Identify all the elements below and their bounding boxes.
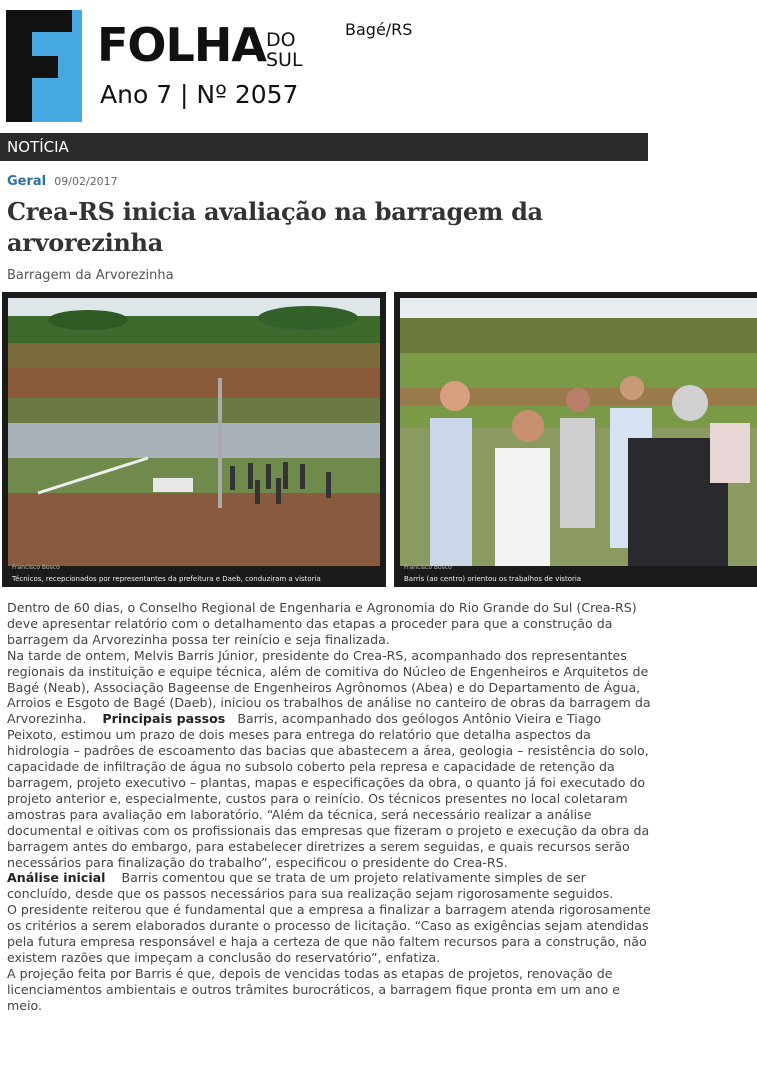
paragraph-5: A projeção feita por Barris é que, depois de vencidas todas as etapas de projetos, renovação de licenciamentos ambientais e outros trâmites burocráticos, a barragem fique pronta em um ano e meio.	[7, 965, 620, 1013]
article-photo-1[interactable]	[2, 292, 386, 587]
category-link[interactable]: Geral	[7, 174, 47, 189]
brand-suffix	[266, 30, 303, 70]
subheading-analise-inicial: Análise inicial	[7, 870, 106, 886]
article-meta	[7, 174, 118, 189]
paragraph-3-text: Barris comentou que se trata de um projeto relativamente simples de ser concluído, desde que os passos necessários para sua realização sejam rigorosamente seguidos.	[7, 870, 614, 902]
paragraph-3	[7, 870, 652, 902]
photo-caption-2: Barris (ao centro) orientou os trabalhos de vistoria	[404, 575, 582, 583]
photo-credit-2: Francisco Bosco	[404, 564, 452, 571]
article-date: 09/02/2017	[54, 175, 118, 188]
inspection-group-photo	[400, 298, 757, 566]
paragraph-2	[7, 648, 652, 871]
folha-logo[interactable]	[6, 10, 81, 122]
paragraph-1: Dentro de 60 dias, o Conselho Regional de Engenharia e Agronomia do Rio Grande do Sul (Crea-RS) deve apresentar relatório com o detalhamento das etapas a proceder para que a construção da barragem da Arvorezinha possa ter reinício e seja finalizada.	[7, 600, 637, 647]
brand-name: FOLHA	[97, 18, 266, 72]
article-body	[7, 600, 652, 1014]
photo-caption-1: Técnicos, recepcionados por representantes da prefeitura e Daeb, conduziram a vistoria	[12, 575, 321, 583]
dam-landscape-photo	[8, 298, 380, 566]
brand-sul: SUL	[266, 49, 303, 71]
logo-f-middle	[6, 56, 58, 78]
article-headline: Crea-RS inicia avaliação na barragem da arvorezinha	[7, 197, 543, 257]
section-label: NOTÍCIA	[7, 138, 69, 156]
article-photo-2[interactable]	[394, 292, 757, 587]
brand-do: DO	[266, 29, 296, 51]
location-label: Bagé/RS	[345, 20, 413, 39]
article-subtitle: Barragem da Arvorezinha	[7, 268, 174, 283]
paragraph-4: O presidente reiterou que é fundamental que a empresa a finalizar a barragem atenda rigorosamente os critérios a serem elaborados durante o processo de licitação. “Caso as exigências sejam atendidas pela futura empresa responsável e haja a certeza de que não faltem recursos para a construção, não existem razões que impeçam a conclusão do reservatório”, enfatiza.	[7, 902, 651, 965]
photo-credit-1: Francisco Bosco	[12, 564, 60, 571]
paragraph-2-text: Na tarde de ontem, Melvis Barris Júnior, presidente do Crea-RS, acompanhado dos representantes regionais da instituição e equipe técnica, além de comitiva do Núcleo de Engenheiros e Arquitetos de Bagé (Neab), Associação Bageense de Engenheiros Agrônomos (Abea) e do Departamento de Água, Arroios e Esgoto de Bagé (Daeb), iniciou os trabalhos de análise no canteiro de obras da barragem da Arvorezinha.	[7, 647, 651, 727]
paragraph-2-continuation: Barris, acompanhado dos geólogos Antônio Vieira e Tiago Peixoto, estimou um prazo de dois meses para entrega do relatório que detalha aspectos da hidrologia – padrões de escoamento das bacias que abastecem a área, geologia – resistência do solo, capacidade de infiltração de água no subsolo coberto pela represa e capacidade de retenção da barragem, projeto executivo – plantas, mapas e especificações da obra, o quanto já foi executado do projeto anterior e, especialmente, custos para o reinício. Os técnicos presentes no local coletaram amostras para avaliação em laboratório. “Além da técnica, será necessário realizar a análise documental e oitivas com os profissionais das empresas que fizeram o projeto e execução da obra da barragem antes do embargo, para estabelecer diretrizes a serem seguidas, e quais recursos serão necessários para finalização do trabalho”, especificou o presidente do Crea-RS.	[7, 711, 650, 870]
edition-number: Ano 7 | Nº 2057	[100, 80, 299, 109]
subheading-principais-passos: Principais passos	[102, 711, 226, 727]
logo-f-top	[6, 10, 72, 32]
section-bar	[0, 133, 648, 161]
